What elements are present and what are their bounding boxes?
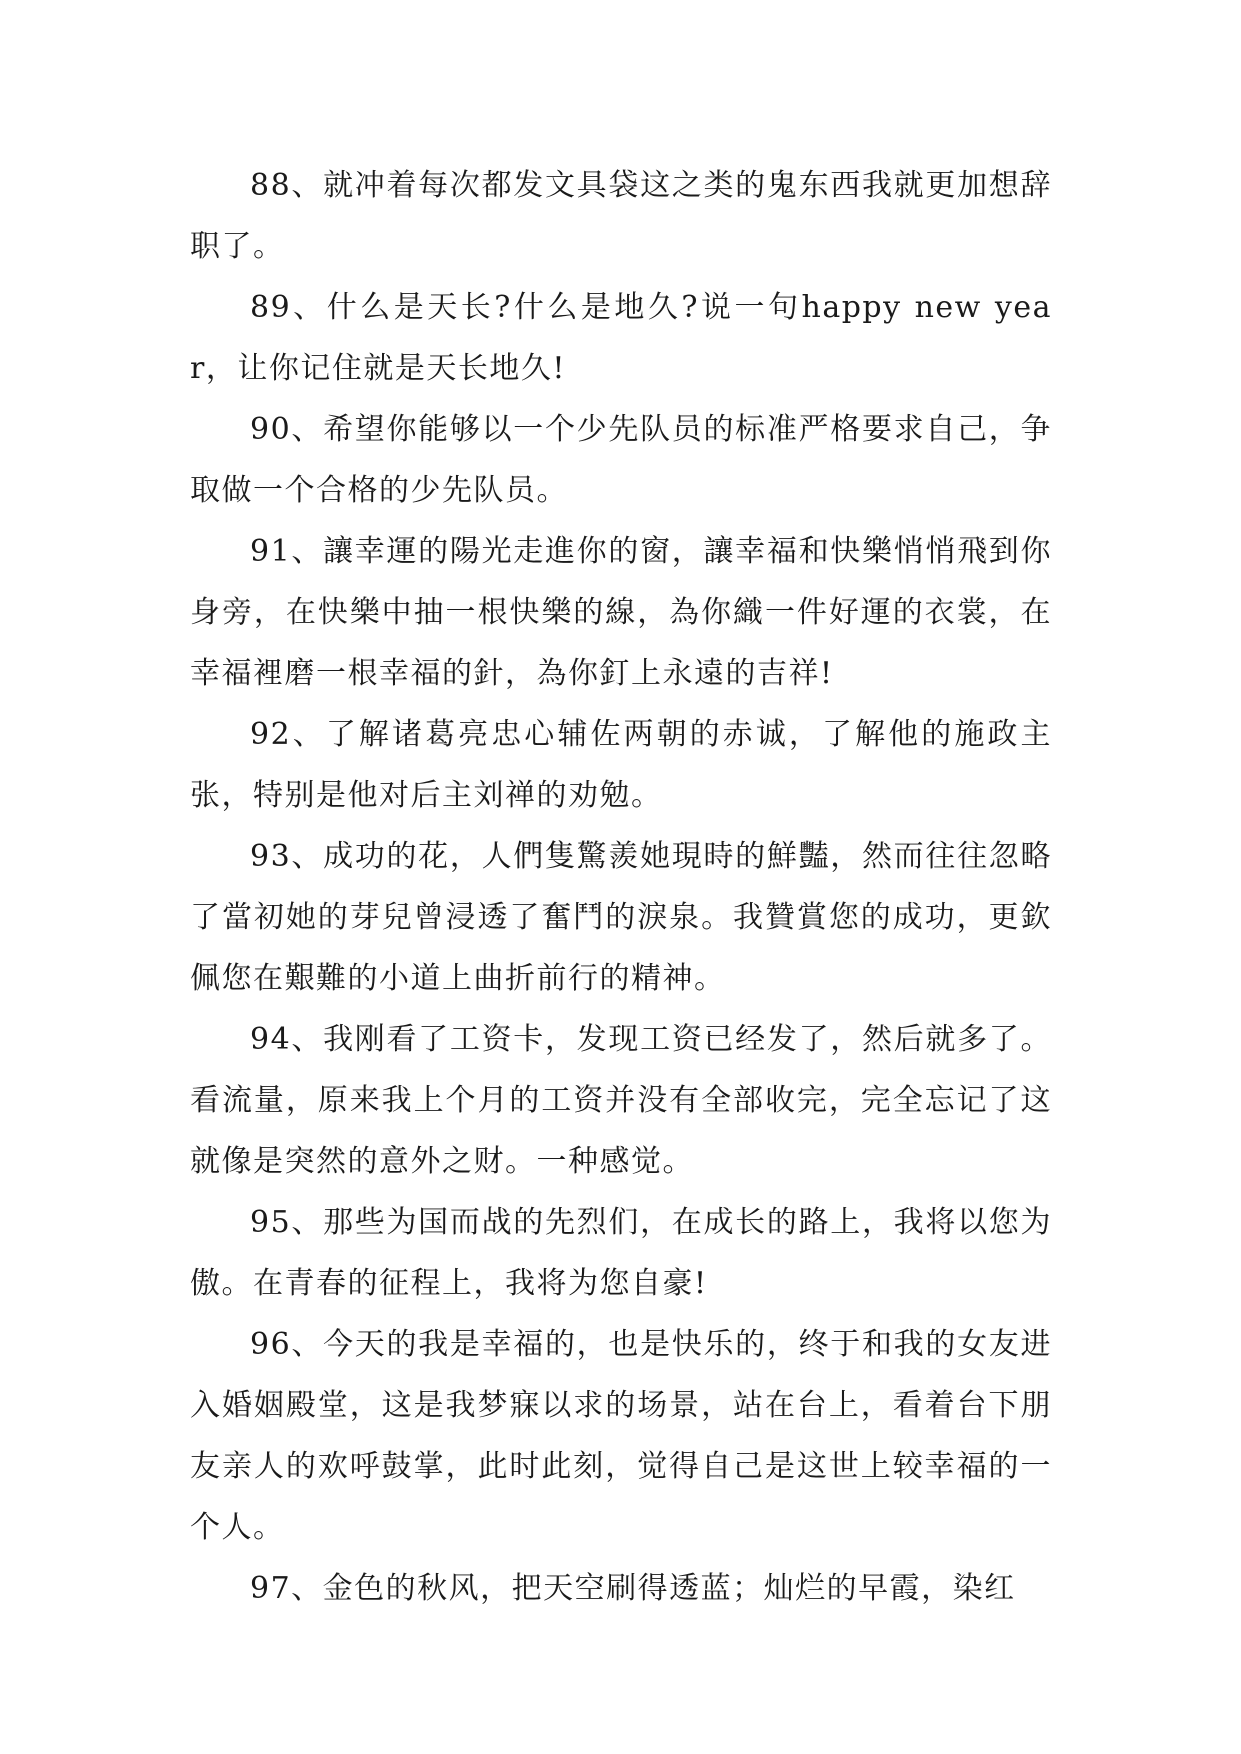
document-body [190, 155, 1052, 1619]
paragraph-92: 92、了解诸葛亮忠心辅佐两朝的赤诚，了解他的施政主张，特别是他对后主刘禅的劝勉。 [190, 717, 1052, 813]
paragraph-88: 88、就冲着每次都发文具袋这之类的鬼东西我就更加想辞职了。 [190, 168, 1052, 264]
paragraph-97: 97、金色的秋风，把天空刷得透蓝；灿烂的早霞，染红 [250, 1571, 1016, 1606]
paragraph-95: 95、那些为国而战的先烈们，在成长的路上，我将以您为傲。在青春的征程上，我将为您自豪! [190, 1205, 1052, 1301]
paragraph-90: 90、希望你能够以一个少先队员的标准严格要求自己，争取做一个合格的少先队员。 [190, 412, 1052, 508]
paragraph-94: 94、我刚看了工资卡，发现工资已经发了，然后就多了。看流量，原来我上个月的工资并没有全部收完，完全忘记了这就像是突然的意外之财。一种感觉。 [190, 1022, 1052, 1179]
paragraph-93: 93、成功的花，人們隻驚羨她現時的鮮豔，然而往往忽略了當初她的芽兒曾浸透了奮鬥的淚泉。我贊賞您的成功，更欽佩您在艱難的小道上曲折前行的精神。 [190, 839, 1052, 996]
paragraph-96: 96、今天的我是幸福的，也是快乐的，终于和我的女友进入婚姻殿堂，这是我梦寐以求的场景，站在台上，看着台下朋友亲人的欢呼鼓掌，此时此刻，觉得自己是这世上较幸福的一个人。 [190, 1327, 1052, 1545]
paragraph-91: 91、讓幸運的陽光走進你的窗，讓幸福和快樂悄悄飛到你身旁，在快樂中抽一根快樂的線，為你織一件好運的衣裳，在幸福裡磨一根幸福的針，為你釘上永遠的吉祥! [190, 534, 1052, 691]
paragraph-89: 89、什么是天长?什么是地久?说一句happy new year，让你记住就是天长地久! [190, 290, 1052, 386]
